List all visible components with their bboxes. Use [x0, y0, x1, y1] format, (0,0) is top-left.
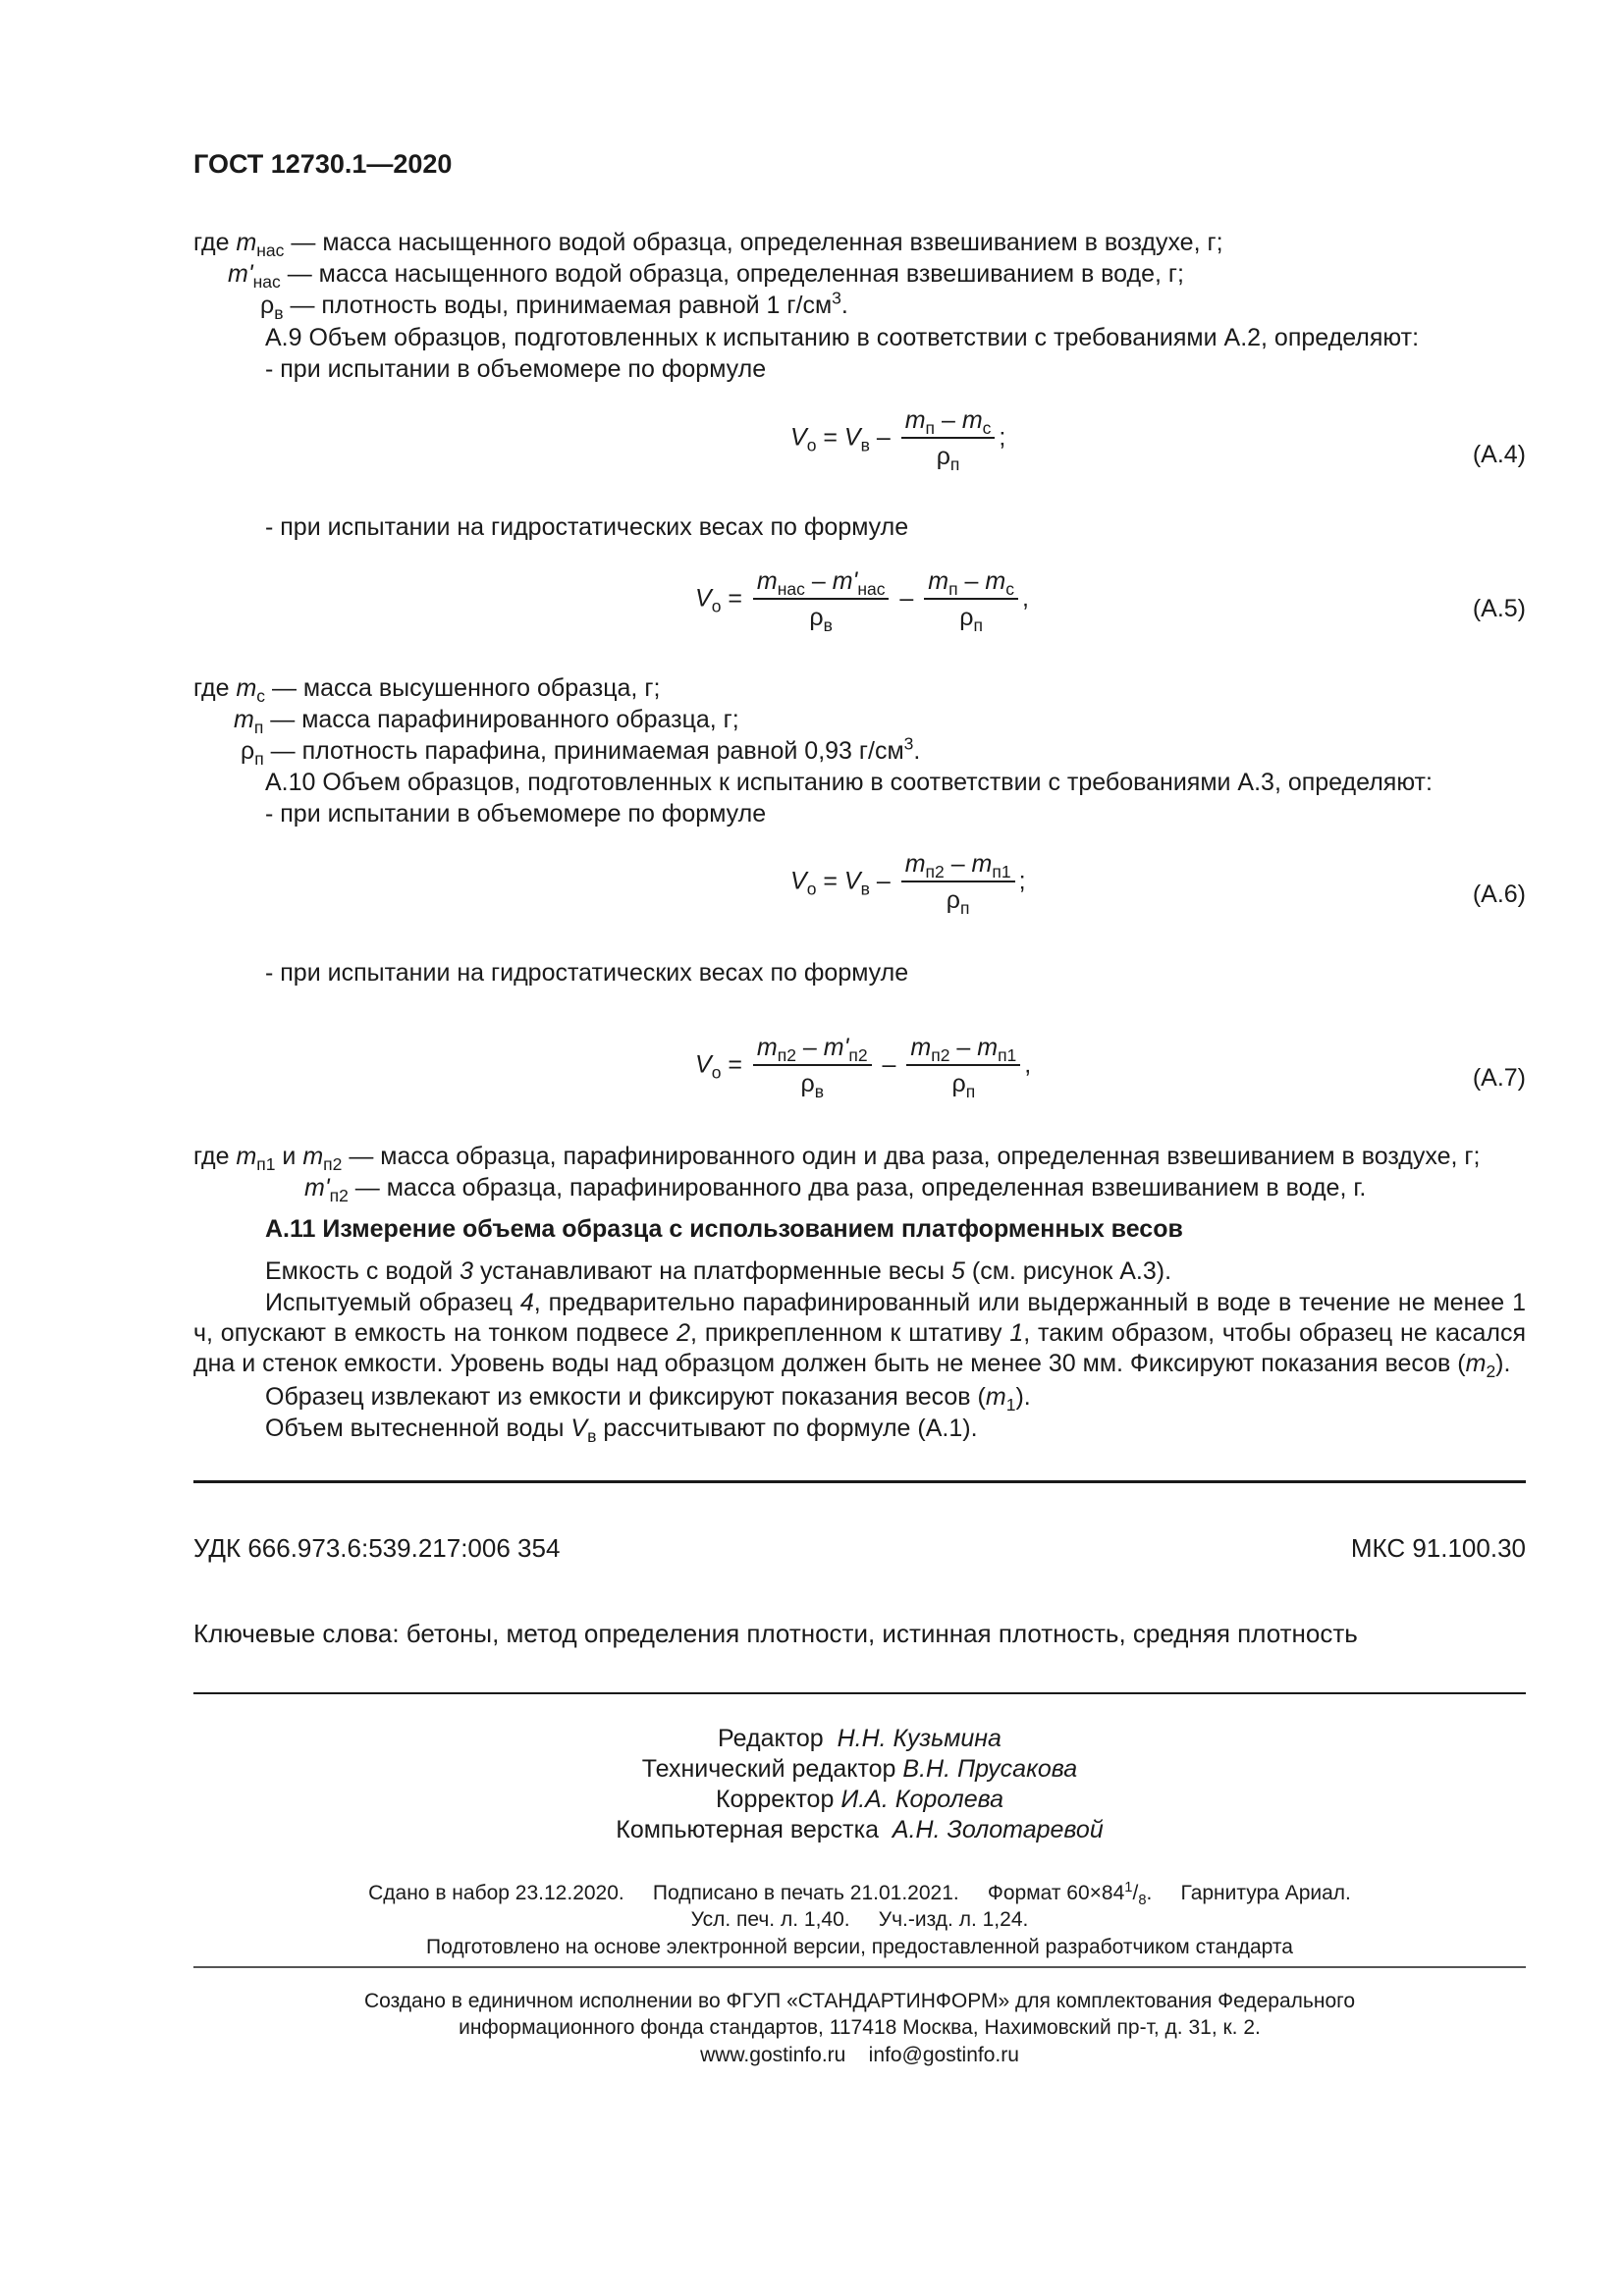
a11-p1-b: устанавливают на платформенные весы: [473, 1257, 952, 1285]
def-m-p: $m_п$ — масса парафинированного образца, г;: [234, 706, 739, 737]
def-rho-v: $\rho_в$ — плотность воды, принимаемая равной 1 $г/см^3$.: [260, 288, 848, 323]
a11-para1: Емкость с водой 3 устанавливают на платформенные весы 5 (см. рисунок А.3).: [265, 1257, 1172, 1285]
a11-p2-c: , прикрепленном к штативу: [690, 1319, 1010, 1347]
a11-title: А.11 Измерение объема образца с использованием платформенных весов: [265, 1215, 1183, 1243]
def-m-nas: где $m_{нас}$ — масса насыщенного водой образца, определенная взвешиванием в воздухе, г;: [193, 229, 1223, 260]
a11-p1-a: Емкость с водой: [265, 1257, 460, 1285]
credit-layout-label: Компьютерная верстка: [616, 1816, 879, 1843]
a9-item1: - при испытании в объемомере по формуле: [265, 355, 767, 383]
def-m-p1-p2: где $m_{п1}$ и $m_{п2}$ — масса образца, парафинированного один и два раза, определенная взвешиванием в воздухе, г;: [193, 1143, 1481, 1174]
imprint-line1-text: Сдано в набор 23.12.2020. Подписано в печать 21.01.2021. Формат 60×84: [368, 1882, 1125, 1904]
imprint-line2: Усл. печ. л. 1,40. Уч.-изд. л. 1,24.: [690, 1908, 1029, 1931]
imprint-line5: информационного фонда стандартов, 117418 Москва, Нахимовский пр-т, д. 31, к. 2.: [459, 2016, 1261, 2039]
a11-p2-a: Испытуемый образец: [265, 1289, 520, 1316]
eq-number-a7: (А.7): [1472, 1064, 1526, 1092]
def-m-nas-prime-text: — масса насыщенного водой образца, определенная взвешиванием в воде, г;: [287, 260, 1184, 288]
def-m-c-text: — масса высушенного образца, г;: [271, 674, 661, 702]
def-rho-p: $\rho_п$ — плотность парафина, принимаемая равной 0,93 $г/см^3$.: [241, 733, 921, 769]
credit-tech-label: Технический редактор: [641, 1755, 896, 1783]
def-m-p2-prime: $m'_{п2}$ — масса образца, парафинированного два раза, определенная взвешиванием в воде, г.: [304, 1174, 1367, 1205]
document-header: ГОСТ 12730.1—2020: [193, 149, 453, 179]
imprint-line4: Создано в единичном исполнении во ФГУП «СТАНДАРТИНФОРМ» для комплектования Федерального: [363, 1990, 1355, 2012]
mks-code: МКС 91.100.30: [1350, 1533, 1526, 1563]
a10-item2: - при испытании на гидростатических весах по формуле: [265, 959, 909, 987]
eq-number-a6: (А.6): [1472, 881, 1526, 908]
a11-para2: Испытуемый образец 4, предварительно парафинированный или выдержанный в воде в течение не менее 1 ч, опускают в емкость на тонком подвесе 2, прикрепленном к штативу 1, таким образом, чтобы образец не касался дна и стенок емкости. Уровень воды над образцом должен быть не менее 30 мм. Фиксируют показания весов $(m_2)$.: [193, 1289, 1527, 1381]
def-m-p2-prime-text: — масса образца, парафинированного два раза, определенная взвешиванием в воде, г.: [354, 1174, 1367, 1201]
credit-layout: [193, 1815, 1526, 1845]
eq-number-a4: (А.4): [1472, 441, 1526, 468]
udk-code: УДК 666.973.6:539.217:006 354: [193, 1533, 561, 1563]
a11-para3: Образец извлекают из емкости и фиксируют показания весов $(m_1)$.: [265, 1383, 1031, 1415]
a11-p2-b: , предварительно парафинированный или выдержанный в воде в течение не менее 1 ч, опускают в емкость на тонком подвесе: [193, 1289, 1526, 1347]
def-rho-p-text: — плотность парафина, принимаемая равной 0,93 г/см: [270, 737, 904, 765]
imprint-divider: [193, 1966, 1526, 1968]
a11-p2-d: , таким образом, чтобы образец не касался дна и стенок емкости. Уровень воды над образцом должен быть не менее 30 мм. Фиксируют показания весов (: [193, 1319, 1527, 1377]
credit-corr-label: Корректор: [715, 1786, 835, 1813]
def-m-nas-text: — масса насыщенного водой образца, определенная взвешиванием в воздухе, г;: [291, 229, 1223, 256]
keywords-divider: [193, 1692, 1526, 1694]
imprint-line3: Подготовлено на основе электронной версии, предоставленной разработчиком стандарта: [426, 1936, 1293, 1958]
formula-a4: $V_о = V_в$ – $\frac{m_п - m_с}{\rho_п}$ ;: [790, 406, 1006, 474]
email-link[interactable]: info@gostinfo.ru: [868, 2044, 1019, 2066]
credit-tech-name: В.Н. Прусакова: [902, 1755, 1078, 1783]
credit-corr-name: И.А. Королева: [840, 1786, 1004, 1813]
def-m-c: где $m_с$ — масса высушенного образца, г;: [193, 674, 661, 706]
a9-item2: - при испытании на гидростатических весах по формуле: [265, 513, 909, 541]
imprint-contacts: [193, 2042, 1526, 2068]
section-divider: [193, 1480, 1526, 1483]
def-m-nas-prime: $m'_{нас}$ — масса насыщенного водой образца, определенная взвешиванием в воде, г;: [228, 260, 1184, 292]
def-rho-v-text: — плотность воды, принимаемая равной 1 г/см: [290, 292, 833, 319]
credit-editor-name: Н.Н. Кузьмина: [837, 1725, 1001, 1752]
def-m-p1-p2-text: — масса образца, парафинированного один и два раза, определенная взвешиванием в воздухе, г;: [349, 1143, 1481, 1170]
credit-corrector: [193, 1785, 1526, 1815]
a11-p4-a: Объем вытесненной воды: [265, 1415, 571, 1442]
formula-a6: $V_о = V_в$ – $\frac{m_{п2} - m_{п1}}{\rho_п}$ ;: [790, 850, 1026, 918]
credit-editor-label: Редактор: [718, 1725, 824, 1752]
a9-text: А.9 Объем образцов, подготовленных к испытанию в соответствии с требованиями А.2, определяют:: [265, 324, 1420, 351]
keywords: Ключевые слова: бетоны, метод определения плотности, истинная плотность, средняя плотность: [193, 1619, 1358, 1648]
site-link[interactable]: www.gostinfo.ru: [700, 2044, 846, 2066]
credit-tech-editor: [193, 1754, 1526, 1785]
formula-a5: $V_о$ = $\frac{m_{нас} - m'_{нас}}{\rho_в}$ – $\frac{m_п - m_с}{\rho_п}$ ,: [695, 567, 1029, 635]
formula-a7: $V_о$ = $\frac{m_{п2} - m'_{п2}}{\rho_в}$ – $\frac{m_{п2} - m_{п1}}{\rho_п}$ ,: [695, 1034, 1032, 1101]
a11-p3: Образец извлекают из емкости и фиксируют показания весов (: [265, 1383, 986, 1411]
a11-p1-c: (см. рисунок А.3).: [964, 1257, 1172, 1285]
a10-text: А.10 Объем образцов, подготовленных к испытанию в соответствии с требованиями А.3, определяют:: [265, 769, 1433, 796]
eq-number-a5: (А.5): [1472, 595, 1526, 622]
def-m-p-text: — масса парафинированного образца, г;: [270, 706, 739, 733]
imprint-font: Гарнитура Ариал.: [1180, 1882, 1351, 1904]
a11-p4-b: рассчитывают по формуле (А.1).: [596, 1415, 978, 1442]
credit-layout-name: А.Н. Золотаревой: [892, 1816, 1104, 1843]
imprint-line1: Сдано в набор 23.12.2020. Подписано в печать 21.01.2021. Формат $60\times 84^1/_8$. Гарнитура Ариал.: [368, 1880, 1351, 1909]
a11-para4: Объем вытесненной воды $V_в$ рассчитывают по формуле (А.1).: [265, 1415, 978, 1446]
a10-item1: - при испытании в объемомере по формуле: [265, 800, 767, 828]
credit-editor: [193, 1724, 1526, 1754]
